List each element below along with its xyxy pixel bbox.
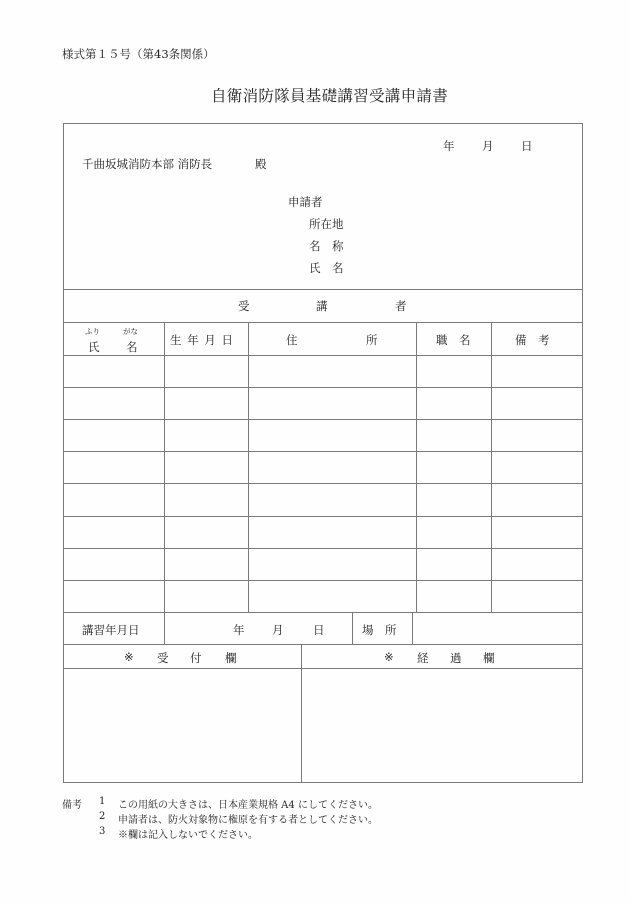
- form-number: 様式第１５号（第43条関係）: [62, 47, 215, 61]
- header-name-right: 名: [126, 340, 138, 354]
- attendee-notes-cell[interactable]: [492, 581, 582, 612]
- attendee-notes-cell[interactable]: [492, 356, 582, 387]
- attendee-job-cell[interactable]: [417, 388, 491, 419]
- note-2-num: 2: [99, 811, 106, 822]
- header-address-left: 住: [286, 333, 298, 347]
- attendee-name-cell[interactable]: [64, 356, 164, 387]
- attendee-address-cell[interactable]: [249, 484, 416, 516]
- attendee-birthdate-cell[interactable]: [165, 581, 248, 612]
- attendee-job-cell[interactable]: [417, 356, 491, 387]
- notes-label: 備考: [62, 800, 82, 811]
- header-notes: 備 考: [515, 333, 550, 347]
- attendee-job-cell[interactable]: [417, 581, 491, 612]
- attendee-address-cell[interactable]: [249, 549, 416, 580]
- attendee-address-cell[interactable]: [249, 356, 416, 387]
- attendee-name-cell[interactable]: [64, 420, 164, 451]
- attendee-address-cell[interactable]: [249, 452, 416, 483]
- note-2-text: 申請者は、防火対象物に権原を有する者としてください。: [118, 815, 378, 826]
- attendee-notes-cell[interactable]: [492, 420, 582, 451]
- addressee: 千曲坂城消防本部 消防長: [82, 157, 213, 171]
- course-place-label: 場 所: [362, 623, 397, 637]
- attendee-name-cell[interactable]: [64, 581, 164, 612]
- header-address-right: 所: [366, 333, 378, 347]
- note-3-text: ※欄は記入しないでください。: [118, 830, 258, 841]
- attendee-notes-cell[interactable]: [492, 452, 582, 483]
- attendee-birthdate-cell[interactable]: [165, 356, 248, 387]
- attendee-job-cell[interactable]: [417, 452, 491, 483]
- course-month: 月: [272, 623, 284, 637]
- reception-1: 受: [157, 651, 169, 665]
- attendee-notes-cell[interactable]: [492, 517, 582, 548]
- header-birthdate: 生 年 月 日: [170, 333, 234, 347]
- attendee-address-cell[interactable]: [249, 388, 416, 419]
- course-place-field[interactable]: [413, 613, 581, 643]
- attendee-notes-cell[interactable]: [492, 484, 582, 516]
- header-job: 職 名: [436, 333, 471, 347]
- applicant-org-label: 名 称: [309, 239, 344, 253]
- course-year: 年: [233, 623, 245, 637]
- attendee-name-cell[interactable]: [64, 549, 164, 580]
- note-1-num: 1: [99, 796, 106, 807]
- progress-2: 過: [450, 651, 462, 665]
- reception-3: 欄: [225, 651, 237, 665]
- header-name-left: 氏: [88, 340, 100, 354]
- applicant-name-label: 氏 名: [309, 261, 344, 275]
- applicant-address-label: 所在地: [309, 217, 344, 231]
- date-year: 年: [443, 139, 455, 153]
- furigana-left: ふり: [85, 327, 100, 336]
- attendee-birthdate-cell[interactable]: [165, 452, 248, 483]
- progress-3: 欄: [483, 651, 495, 665]
- attendee-notes-cell[interactable]: [492, 549, 582, 580]
- course-date-label: 講習年月日: [82, 623, 140, 637]
- reception-2: 付: [190, 651, 202, 665]
- attendee-name-cell[interactable]: [64, 517, 164, 548]
- attendee-birthdate-cell[interactable]: [165, 420, 248, 451]
- date-month: 月: [482, 139, 494, 153]
- attendee-birthdate-cell[interactable]: [165, 549, 248, 580]
- attendee-birthdate-cell[interactable]: [165, 484, 248, 516]
- attendee-name-cell[interactable]: [64, 388, 164, 419]
- date-day: 日: [521, 139, 533, 153]
- note-1-text: この用紙の大きさは、日本産業規格 A4 にしてください。: [118, 800, 378, 811]
- reception-mark: ※: [124, 650, 134, 664]
- course-day: 日: [313, 623, 325, 637]
- attendee-address-cell[interactable]: [249, 420, 416, 451]
- attendee-title-2: 講: [316, 299, 328, 313]
- attendee-name-cell[interactable]: [64, 452, 164, 483]
- furigana-right: がな: [123, 327, 138, 336]
- attendee-birthdate-cell[interactable]: [165, 517, 248, 548]
- attendee-job-cell[interactable]: [417, 549, 491, 580]
- attendee-birthdate-cell[interactable]: [165, 388, 248, 419]
- attendee-job-cell[interactable]: [417, 484, 491, 516]
- note-3-num: 3: [99, 826, 106, 837]
- progress-mark: ※: [384, 650, 394, 664]
- attendee-notes-cell[interactable]: [492, 388, 582, 419]
- attendee-job-cell[interactable]: [417, 517, 491, 548]
- attendee-address-cell[interactable]: [249, 581, 416, 612]
- attendee-address-cell[interactable]: [249, 517, 416, 548]
- attendee-name-cell[interactable]: [64, 484, 164, 516]
- applicant-label: 申請者: [288, 195, 323, 209]
- progress-1: 経: [417, 651, 429, 665]
- attendee-title-3: 者: [395, 299, 407, 313]
- honorific: 殿: [255, 157, 267, 171]
- page-title: 自衛消防隊員基礎講習受講申請書: [211, 87, 449, 105]
- attendee-title-1: 受: [238, 299, 250, 313]
- attendee-job-cell[interactable]: [417, 420, 491, 451]
